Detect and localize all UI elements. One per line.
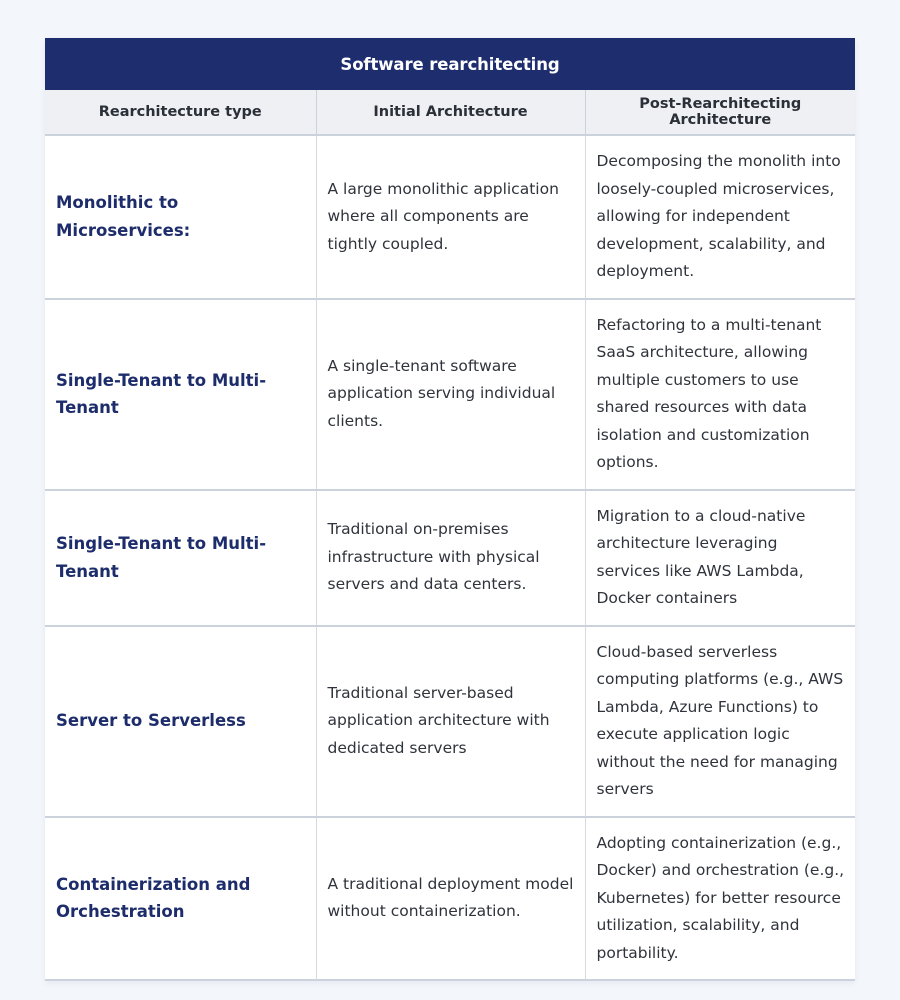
column-header-post: Post-Rearchitecting Architecture [585,90,855,135]
rearchitecture-type-cell: Single-Tenant to Multi-Tenant [45,490,316,626]
rearchitecture-type-cell: Single-Tenant to Multi-Tenant [45,299,316,490]
table-row [45,299,855,490]
initial-architecture-cell: Traditional on-premises infrastructure with physical servers and data centers. [316,490,585,626]
initial-architecture-cell: A large monolithic application where all components are tightly coupled. [316,135,585,299]
rearchitecting-table-card [45,38,855,981]
initial-architecture-cell: A single-tenant software application serving individual clients. [316,299,585,490]
initial-architecture-cell: Traditional server-based application architecture with dedicated servers [316,626,585,817]
table-row [45,626,855,817]
table-title-row [45,38,855,90]
rearchitecture-type-cell: Monolithic to Microservices: [45,135,316,299]
table-row [45,135,855,299]
post-architecture-cell: Migration to a cloud-native architecture leveraging services like AWS Lambda, Docker containers [585,490,855,626]
post-architecture-cell: Cloud-based serverless computing platforms (e.g., AWS Lambda, Azure Functions) to execute application logic without the need for managing servers [585,626,855,817]
rearchitecture-type-cell: Server to Serverless [45,626,316,817]
rearchitecture-type-cell: Containerization and Orchestration [45,817,316,981]
post-architecture-cell: Refactoring to a multi-tenant SaaS architecture, allowing multiple customers to use shared resources with data isolation and customization options. [585,299,855,490]
table-title: Software rearchitecting [45,38,855,90]
column-header-initial: Initial Architecture [316,90,585,135]
post-architecture-cell: Adopting containerization (e.g., Docker) and orchestration (e.g., Kubernetes) for better resource utilization, scalability, and portability. [585,817,855,981]
initial-architecture-cell: A traditional deployment model without containerization. [316,817,585,981]
table-header-row [45,90,855,135]
table-row [45,817,855,981]
rearchitecting-table [45,38,855,981]
table-row [45,490,855,626]
post-architecture-cell: Decomposing the monolith into loosely-coupled microservices, allowing for independent development, scalability, and deployment. [585,135,855,299]
column-header-type: Rearchitecture type [45,90,316,135]
